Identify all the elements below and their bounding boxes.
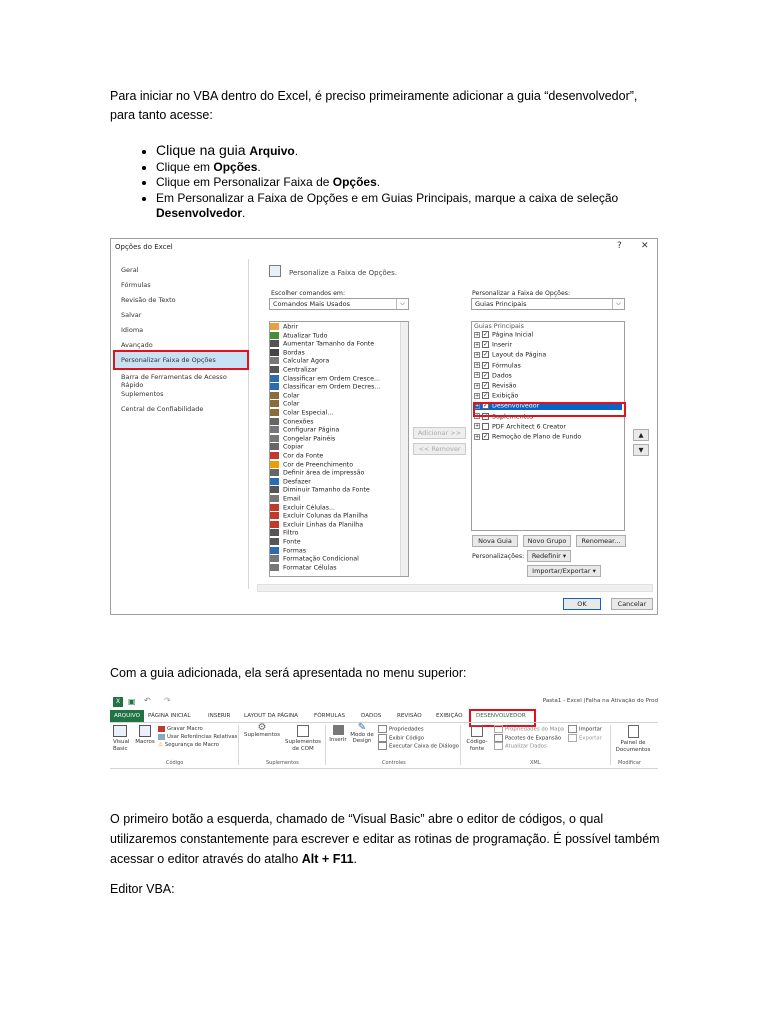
customizations-label: Personalizações: [472,553,525,560]
remove-button[interactable]: << Remover [413,443,466,455]
list-item[interactable]: Centralizar [270,366,317,374]
horizontal-scrollbar[interactable] [257,584,653,592]
divider [460,725,461,765]
list-item[interactable]: Conexões [270,418,314,426]
para2-line-1: O primeiro botão a esquerda, chamado de “Visual Basic” abre o editor de códigos, o qual [110,812,604,826]
tab-revisao[interactable]: REVISÃO [397,713,422,719]
import-icon [568,725,577,733]
com-addins-button[interactable]: Suplementos de COM [284,725,322,752]
list-item: • Clique na guia Arquivo. [156,143,626,160]
tab-desenvolvedor[interactable]: DESENVOLVEDOR [476,713,526,719]
rename-button[interactable]: Renomear... [576,535,626,547]
dialog-title: Opções do Excel [115,243,173,251]
para2-line-3: acessar o editor através do atalho Alt + F11. [110,852,358,866]
scrollbar[interactable] [400,322,408,577]
command-icon [270,461,279,468]
checkbox[interactable]: ✓ [483,412,489,420]
editor-label: Editor VBA: [110,882,175,896]
export-button[interactable]: Exportar [568,734,602,743]
new-tab-button[interactable]: Nova Guia [472,535,518,547]
command-icon [270,426,279,433]
ribbon-tabs-tree[interactable] [471,321,625,531]
list-item[interactable]: Email [270,495,300,503]
close-button[interactable]: ✕ [641,241,649,251]
move-down-button[interactable]: ▼ [633,444,649,456]
list-item[interactable]: Colar Especial... [270,409,333,417]
nav-item-central[interactable]: Central de Confiabilidade [121,405,204,413]
warning-icon: ⚠ [158,742,163,748]
tree-item[interactable]: + ✓ Revisão [475,382,517,390]
expand-icon[interactable]: + [475,362,480,369]
divider [325,725,326,765]
list-item[interactable]: Filtro [270,529,298,537]
macros-icon [139,725,151,737]
nav-item-personalizar[interactable]: Personalizar Faixa de Opções [121,356,216,364]
command-icon [270,547,279,554]
chevron-down-icon: ⌵ [612,299,624,309]
visual-basic-icon [113,725,127,737]
list-item[interactable]: Formatação Condicional [270,555,359,563]
list-item[interactable]: Formas [270,547,306,555]
expand-icon[interactable]: + [475,433,480,440]
command-icon [270,392,279,399]
tab-inserir[interactable]: INSERIR [208,713,231,719]
dialog-icon [378,742,387,750]
tree-item[interactable]: + PDF Architect 6 Creator [475,423,567,431]
xml-options [494,725,564,751]
grid-icon [158,734,165,740]
tree-item[interactable]: + ✓ Desenvolvedor [474,402,622,410]
list-item[interactable]: Copiar [270,443,303,451]
list-item: • Em Personalizar a Faixa de Opções e em Guias Principais, marque a caixa de seleção Desenvolvedor. [156,191,626,222]
command-icon [270,564,279,571]
import-button[interactable]: Importar [568,725,602,734]
map-icon [494,725,503,733]
excel-options-dialog [110,238,658,615]
toolbox-icon [333,725,344,735]
list-item[interactable]: Classificar em Ordem Cresce... [270,375,380,383]
export-icon [568,734,577,742]
divider [610,725,611,765]
group-label-codigo: Código [166,760,184,766]
code-icon [378,734,387,742]
list-item[interactable]: Colar [270,392,299,400]
command-icon [270,443,279,450]
tab-layout[interactable]: LAYOUT DA PÁGINA [244,713,298,719]
checkbox[interactable]: ✓ [483,433,489,440]
addins-button[interactable]: ⚙ Suplementos [244,722,280,738]
checkbox[interactable]: ✓ [483,341,489,349]
checkbox[interactable]: ✓ [483,361,489,369]
ok-button[interactable]: OK [563,598,601,610]
list-item[interactable]: Excluir Linhas da Planilha [270,521,363,529]
command-icon [270,495,279,502]
checkbox[interactable]: ✓ [483,371,489,379]
list-item[interactable]: Excluir Células... [270,504,335,512]
list-item[interactable]: Aumentar Tamanho da Fonte [270,340,374,348]
chevron-down-icon: ⌵ [396,299,408,309]
list-item[interactable]: Abrir [270,323,298,331]
command-icon [270,418,279,425]
nav-item-idioma[interactable]: Idioma [121,326,144,334]
view-code-button[interactable]: Exibir Código [378,734,459,743]
group-label-controles: Controles [382,760,406,766]
design-mode-icon: ✎ [357,722,367,733]
document-icon [628,725,639,738]
command-icon [270,452,279,459]
checkbox[interactable]: ✓ [483,331,489,338]
customize-ribbon-icon [269,265,281,277]
tree-item[interactable]: + ✓ Layout da Página [475,351,547,359]
steps-list [110,143,626,222]
list-item[interactable]: Colar [270,400,299,408]
group-label-modificar: Modificar [618,760,641,766]
design-mode-button[interactable]: ✎ Modo de Design [350,722,374,744]
nav-item-geral[interactable]: Geral [121,266,139,274]
list-item[interactable]: Diminuir Tamanho da Fonte [270,486,370,494]
gear-icon: ⚙ [257,722,267,733]
command-icon [270,375,279,382]
expand-icon[interactable]: + [475,341,480,348]
nav-item-salvar[interactable]: Salvar [121,311,142,319]
tab-exibicao[interactable]: EXIBIÇÃO [436,713,463,719]
undo-icon[interactable]: ↶ [144,696,151,705]
list-item[interactable]: Atualizar Tudo [270,332,328,340]
properties-icon [378,725,387,733]
command-icon [270,512,279,519]
new-group-button[interactable]: Novo Grupo [523,535,571,547]
command-icon [270,332,279,339]
expand-icon[interactable]: + [475,331,480,338]
window-title: Pasta1 - Excel (Falha na Ativação do Prod [542,698,658,704]
macro-options [158,725,237,749]
tab-dados[interactable]: DADOS [361,713,382,719]
list-item[interactable]: Desfazer [270,478,311,486]
list-item[interactable]: Cor de Preenchimento [270,461,353,469]
divider [238,725,239,765]
refresh-data-button[interactable]: Atualizar Dados [494,742,564,751]
command-icon [270,435,279,442]
add-button[interactable]: Adicionar >> [413,427,466,439]
checkbox[interactable]: ✓ [483,392,489,400]
nav-item-avancado[interactable]: Avançado [121,341,153,349]
tree-item[interactable]: + ✓ Suplementos [475,412,534,421]
checkbox[interactable]: ✓ [483,351,489,359]
tab-arquivo[interactable]: ARQUIVO [110,710,144,722]
expand-icon[interactable]: + [475,413,480,420]
checkbox[interactable]: ✓ [483,402,489,410]
expand-icon[interactable]: + [475,351,480,358]
list-item: • Clique em Personalizar Faixa de Opções. [156,175,626,191]
command-icon [270,383,279,390]
list-item[interactable]: Definir área de impressão [270,469,364,477]
move-up-button[interactable]: ▲ [633,429,649,441]
expand-icon[interactable]: + [475,402,480,409]
xml-import-export [568,725,602,742]
expand-icon[interactable]: + [475,382,480,389]
nav-item-revisao[interactable]: Revisão de Texto [121,296,176,304]
list-item[interactable]: Calcular Agora [270,357,329,365]
group-label-xml: XML [530,760,541,766]
tree-header: Guias Principais [474,323,524,330]
command-icon [270,400,279,407]
command-icon [270,521,279,528]
expand-icon[interactable]: + [475,372,480,379]
record-macro-button[interactable]: Gravar Macro [158,725,237,733]
refresh-icon [494,742,503,750]
highlight-box [473,402,626,420]
source-button[interactable]: Código- fonte [463,725,491,752]
ribbon-tabs [110,710,658,722]
help-button[interactable]: ? [617,241,622,251]
tree-item[interactable]: + ✓ Página Inicial [475,331,534,339]
macros-button[interactable]: Macros [134,725,156,746]
document-panel-button[interactable]: Painel de Documentos [612,725,654,753]
list-item[interactable]: Excluir Colunas da Planilha [270,512,368,520]
list-item: • Clique em Opções. [156,160,626,176]
command-icon [270,478,279,485]
options-nav [113,259,249,589]
cancel-button[interactable]: Cancelar [611,598,653,610]
save-icon[interactable]: ▣ [128,697,136,706]
reset-button[interactable]: Redefinir ▾ [527,550,571,562]
control-options [378,725,459,751]
command-icon [270,529,279,536]
macro-security-button[interactable]: ⚠ Segurança de Macro [158,742,220,748]
com-addins-icon [297,725,309,737]
nav-item-formulas[interactable]: Fórmulas [121,281,151,289]
customize-ribbon-select[interactable]: Guias Principais ⌵ [471,298,625,310]
expansion-packs-button[interactable]: Pacotes de Expansão [494,734,564,743]
tab-pagina-inicial[interactable]: PÁGINA INICIAL [148,713,191,719]
ribbon-groups [110,722,658,769]
record-icon [158,726,165,732]
command-icon [270,323,279,330]
choose-label: Escolher comandos em: [271,290,346,297]
tree-item[interactable]: + ✓ Remoção de Plano de Fundo [475,433,582,441]
tree-item[interactable]: + ✓ Exibição [475,392,519,400]
checkbox[interactable]: ✓ [483,382,489,389]
choose-commands-select[interactable]: Comandos Mais Usados ⌵ [269,298,409,310]
list-item[interactable]: Cor da Fonte [270,452,323,460]
group-label-suplementos: Suplementos [266,760,299,766]
section-heading: Personalize a Faixa de Opções. [289,269,397,277]
excel-logo-icon: X [113,697,123,707]
nav-item-barra-acesso[interactable]: Barra de Ferramentas de Acesso Rápido [121,373,227,389]
list-item[interactable]: Fonte [270,538,301,546]
tree-item[interactable]: + ✓ Fórmulas [475,361,521,370]
redo-icon[interactable]: ↷ [164,696,171,705]
nav-item-suplementos[interactable]: Suplementos [121,390,164,398]
list-item[interactable]: Classificar em Ordem Decres... [270,383,380,391]
checkbox[interactable] [482,423,489,430]
tree-item[interactable]: + ✓ Inserir [475,341,512,349]
excel-ribbon [110,694,658,769]
command-icon [270,469,279,476]
xml-source-icon [471,725,483,737]
command-icon [270,409,279,416]
import-export-button[interactable]: Importar/Exportar ▾ [527,565,601,577]
para2-line-2: utilizaremos constantemente para escrever e editar as rotinas de programação. É possível também [110,832,660,846]
package-icon [494,734,503,742]
visual-basic-button[interactable]: Visual Basic [113,725,127,752]
list-item[interactable]: Bordas [270,349,305,357]
properties-button[interactable]: Propriedades [378,725,459,734]
list-item[interactable]: Congelar Painéis [270,435,335,443]
relative-ref-button[interactable]: Usar Referências Relativas [158,733,237,741]
expand-icon[interactable]: + [475,423,480,430]
command-icon [270,504,279,511]
tab-formulas[interactable]: FÓRMULAS [314,713,346,719]
run-dialog-button[interactable]: Executar Caixa de Diálogo [378,742,459,751]
command-icon [270,486,279,493]
map-properties-button[interactable]: Propriedades do Mapa [494,725,564,734]
command-icon [270,366,279,373]
tree-item[interactable]: + ✓ Dados [475,371,512,380]
list-item[interactable]: Formatar Células [270,564,337,572]
commands-list[interactable] [269,321,409,577]
ribbon-intro-text: Com a guia adicionada, ela será apresentada no menu superior: [110,666,467,680]
expand-icon[interactable]: + [475,392,480,399]
insert-control-button[interactable]: Inserir [328,725,348,744]
intro-line-2: para tanto acesse: [110,108,213,122]
list-item[interactable]: Configurar Página [270,426,339,434]
command-icon [270,538,279,545]
custom-label: Personalizar a Faixa de Opções: [472,290,571,297]
intro-line-1: Para iniciar no VBA dentro do Excel, é preciso primeiramente adicionar a guia “desenvolvedor”, [110,89,638,103]
command-icon [270,555,279,562]
command-icon [270,357,279,364]
command-icon [270,349,279,356]
command-icon [270,340,279,347]
highlight-box [113,350,249,370]
